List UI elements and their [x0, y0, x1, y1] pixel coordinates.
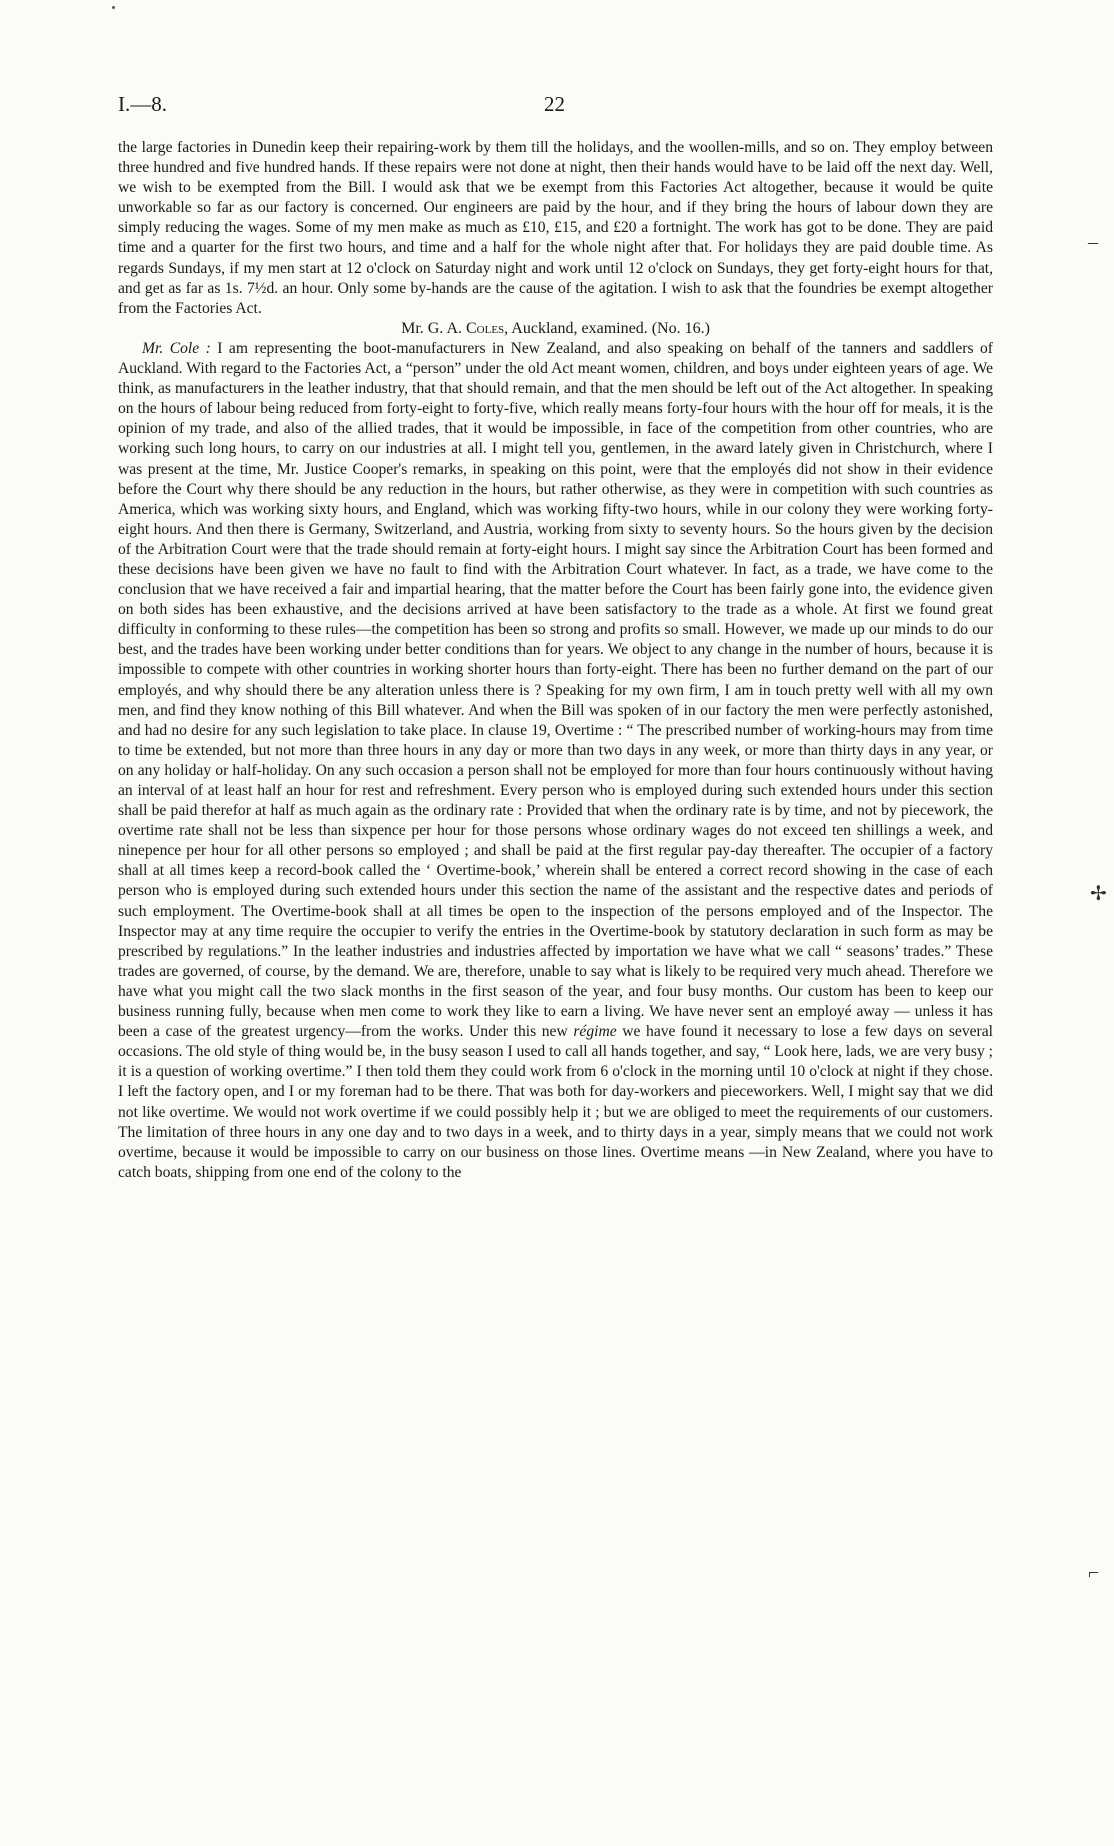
- witness-name: Coles: [466, 319, 505, 337]
- page-speck: [112, 6, 115, 9]
- paragraph-continued: the large factories in Dunedin keep their repairing-work by them till the holidays, and the woollen-mills, and so on. They employ between three hundred and five hundred hands. If these repairs were not done at night, then their hands would have to be laid off the next day. Well, we wish to be exempted from the Bill. I would ask that we be exempt from this Factories Act altogether, because it would be quite unworkable so far as our factory is concerned. Our engineers are paid by the hour, and if they bring the hours of labour down they are simply reducing the wages. Some of my men make as much as £10, £15, and £20 a fortnight. The work has got to be done. They are paid time and a quarter for the first two hours, and time and a half for the whole night after that. For holidays they are paid double time. As regards Sundays, if my men start at 12 o'clock on Saturday night and work until 12 o'clock on Sundays, they get forty-eight hours for that, and get as far as 1s. 7½d. an hour. Only some by-hands are the cause of the agitation. I wish to ask that the foundries be exempt altogether from the Factories Act.: [118, 139, 993, 317]
- speaker-label: Mr. Cole :: [142, 339, 211, 357]
- testimony-paragraph: [118, 339, 993, 1183]
- testimony-text: I am representing the boot-manufacturers in New Zealand, and also speaking on behalf of the tanners and saddlers of Auckland. With regard to the Factories Act, a “person” under the old Act meant women, children, and boys under eighteen years of age. We think, as manufacturers in the leather industry, that that should remain, and that the men should be left out of the Act altogether. In speaking on the hours of labour being reduced from forty-eight to forty-five, which really means forty-four hours with the hour off for meals, it is the opinion of my trade, and also of the allied trades, that it would be impossible, in face of the competition from other countries, who are working such long hours, to carry on our industries at all. I might tell you, gentlemen, in the award lately given in Christchurch, where I was present at the time, Mr. Justice Cooper's remarks, in speaking on this point, were that the employés did not show in their evidence before the Court why there should be any reduction in the hours, but rather otherwise, as they were in competition with such countries as America, which was working sixty hours, and England, which was working fifty-two hours, while in our colony they were working forty-eight hours. And then there is Germany, Switzerland, and Austria, working from sixty to seventy hours. So the hours given by the decision of the Arbitration Court were that the trade should remain at forty-eight hours. I might say since the Arbitration Court has been formed and these decisions have been given we have no fault to find with the Arbitration Court whatever. In fact, as a trade, we have come to the conclusion that we have received a fair and impartial hearing, that the matter before the Court has been fairly gone into, the evidence given on both sides has been exhaustive, and the decisions arrived at have been satisfactory to the trade as a whole. At first we found great difficulty in conforming to these rules—the competition has been so strong and profits so small. However, we made up our minds to do our best, and the trades have been working under better conditions than for years. We object to any change in the number of hours, because it is impossible to compete with other countries in working shorter hours than forty-eight. There has been no further demand on the part of our employés, and why should there be any alteration unless there is ? Speaking for my own firm, I am in touch pretty well with all my own men, and find they know nothing of this Bill whatever. And when the Bill was spoken of in our factory the men were perfectly astonished, and had no desire for any such legislation to take place. In clause 19, Overtime : “ The prescribed number of working-hours may from time to time be extended, but not more than three hours in any day or more than two days in any week, or more than thirty days in any year, or on any holiday or half-holiday. On any such occasion a person shall not be employed for more than four hours continuously without having an interval of at least half an hour for rest and refreshment. Every person who is employed during such extended hours under this section shall be paid therefor at half as much again as the ordinary rate : Provided that when the ordinary rate is by time, and not by piecework, the overtime rate shall not be less than sixpence per hour for those persons whose ordinary wages do not exceed ten shillings a week, and ninepence per hour for all other persons so employed ; and shall be paid at the first regular pay-day thereafter. The occupier of a factory shall at all times keep a record-book called the ‘ Overtime-book,’ wherein shall be entered a correct record showing in the case of each person who is employed during such extended hours under this section the name of the assistant and the respective dates and periods of such employment. The Overtime-book shall at all times be open to the inspection of the persons employed and of the Inspector. The Inspector may at any time require the occupier to verify the entries in the Overtime-book by statutory declaration in such form as may be prescribed by regulations.” In the leather industries and industries affected by importation we have what we call “ seasons’ trades.” These trades are governed, of course, by the demand. We are, therefore, unable to say what is likely to be required very much ahead. Therefore we have what you might call the two slack months in the first season of the year, and four busy months. Our custom has been to keep our business running fully, because when men come to work they like to earn a living. We have never sent an employé away — unless it has been a case of the greatest urgency—from the works. Under this new: [118, 339, 993, 1041]
- page-number: 22: [544, 92, 565, 116]
- witness-heading: [118, 319, 993, 339]
- margin-mark-icon: –: [1088, 231, 1098, 253]
- testimony-text-continued: we have found it necessary to lose a few days on several occasions. The old style of thing would be, in the busy season I used to call all hands together, and say, “ Look here, lads, we are very busy ; it is a question of working overtime.” I then told them they could work from 6 o'clock in the morning until 10 o'clock at night if they chose. I left the factory open, and I or my foreman had to be there. That was both for day-workers and pieceworkers. Well, I might say that we did not like overtime. We would not work overtime if we could possibly help it ; but we are obliged to meet the requirements of our customers. The limitation of three hours in any one day and to two days in a week, and to thirty days in a year, simply means that we could not work overtime, because it would be impossible to carry on our business on those lines. Overtime means —in New Zealand, where you have to catch boats, shipping from one end of the colony to the: [118, 1023, 994, 1181]
- page-header: [118, 92, 993, 122]
- margin-mark-icon: ⌐: [1088, 1562, 1100, 1584]
- page-body: [118, 138, 993, 1183]
- witness-suffix: , Auckland, examined. (No. 16.): [504, 319, 710, 337]
- italic-word: régime: [573, 1023, 617, 1041]
- witness-prefix: Mr. G. A.: [401, 319, 462, 337]
- margin-mark-icon: ✢: [1090, 883, 1107, 905]
- document-reference: I.—8.: [118, 92, 167, 116]
